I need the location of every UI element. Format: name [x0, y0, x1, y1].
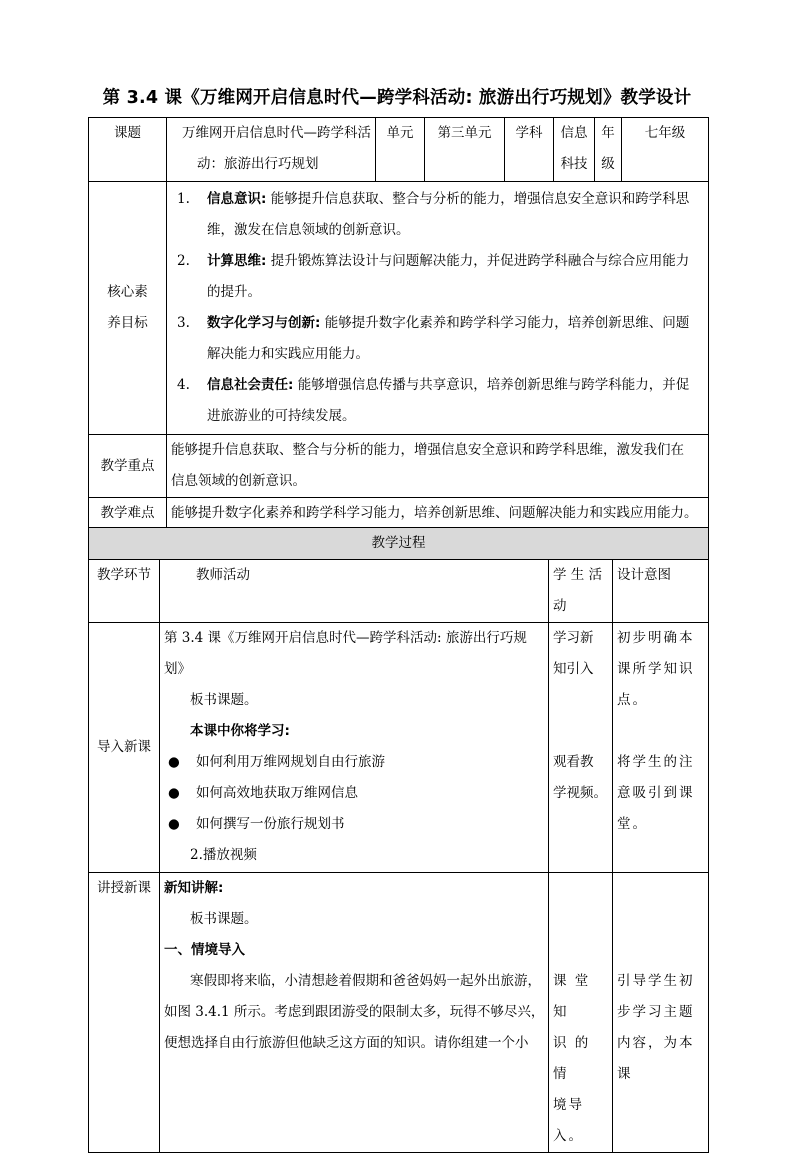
lecture-student: 课 堂 知 识 的 情 境导入。: [549, 873, 613, 1153]
intro-teacher: 第 3.4 课《万维网开启信息时代—跨学科活动: 旅游出行巧规 划》 板书课题。 本课中你将学习: ● 如何利用万维网规划自由行旅游 ● 如何高效地获取万维网信息 ● 如何撰写一份旅行规划书 2.播放视频: [160, 623, 549, 873]
process-header-row: [89, 560, 709, 623]
difficulty-content: 能够提升数字化素养和跨学科学习能力，培养创新思维、问题解决能力和实践应用能力。: [167, 498, 709, 530]
document-title: 第 3.4 课《万维网开启信息时代—跨学科活动: 旅游出行巧规划》教学设计: [102, 88, 692, 108]
bullet-item: ● 如何利用万维网规划自由行旅游: [168, 754, 385, 770]
key-point-row: [89, 435, 709, 498]
lecture-intent: 引导学生初 步学习主题 内容，为本课: [613, 873, 709, 1153]
goal-item: 4. 信息社会责任: 能够增强信息传播与共享意识，培养创新思维与跨学科能力，并促 进旅游业的可持续发展。: [177, 377, 690, 424]
subject-value: 信息 科技: [554, 118, 595, 182]
lecture-teacher: 新知讲解: 板书课题。 一、情境导入 寒假即将来临，小清想趁着假期和爸爸妈妈一起外出旅游， 如图 3.4.1 所示。考虑到跟团游受的限制太多，玩得不够尽兴， 便想选择自由行旅游但他缺乏这方面的知识。请你组建一个小: [160, 873, 549, 1153]
grade-label: 年 级: [595, 118, 622, 182]
col-teacher-header: 教师活动: [160, 560, 549, 623]
difficulty-label: 教学难点: [89, 498, 167, 530]
intro-stage: 导入新课: [89, 623, 160, 873]
key-point-content: 能够提升信息获取、整合与分析的能力，增强信息安全意识和跨学科思维，激发我们在 信息领域的创新意识。: [167, 435, 709, 498]
info-table: [88, 117, 709, 530]
goal-item: 2. 计算思维: 提升锻炼算法设计与问题解决能力，并促进跨学科融合与综合应用能力 的提升。: [177, 253, 690, 300]
course-value: 万维网开启信息时代—跨学科活 动：旅游出行巧规划: [167, 118, 376, 182]
bullet-item: ● 如何撰写一份旅行规划书: [168, 816, 345, 832]
difficulty-row: [89, 498, 709, 530]
intro-student: 学习新 知引入 观看教 学视频。: [549, 623, 613, 873]
goals-content: [167, 182, 709, 435]
goal-item: 1. 信息意识: 能够提升信息获取、整合与分析的能力，增强信息安全意识和跨学科思 维，激发在信息领域的创新意识。: [177, 191, 690, 238]
grade-value: 七年级: [622, 118, 709, 182]
course-label: 课题: [89, 118, 167, 182]
goal-item: 3. 数字化学习与创新: 能够提升数字化素养和跨学科学习能力，培养创新思维、问题 解决能力和实践应用能力。: [177, 315, 690, 362]
bullet-item: ● 如何高效地获取万维网信息: [168, 785, 358, 801]
goals-label: 核心素 养目标: [89, 182, 167, 435]
col-intent-header: 设计意图: [613, 560, 709, 623]
lecture-stage: 讲授新课: [89, 873, 160, 1153]
intro-intent: 初步明确本 课所学知识 点。 将学生的注 意吸引到课 堂。: [613, 623, 709, 873]
intro-row: [89, 623, 709, 873]
process-section-title: 教学过程: [89, 528, 709, 560]
unit-value: 第三单元: [425, 118, 505, 182]
goals-row: [89, 182, 709, 435]
lecture-row: [89, 873, 709, 1153]
col-student-header: 学 生 活 动: [549, 560, 613, 623]
subject-label: 学科: [505, 118, 554, 182]
key-point-label: 教学重点: [89, 435, 167, 498]
col-stage-header: 教学环节: [89, 560, 160, 623]
process-table: [88, 527, 709, 1153]
unit-label: 单元: [376, 118, 425, 182]
header-row: [89, 118, 709, 182]
